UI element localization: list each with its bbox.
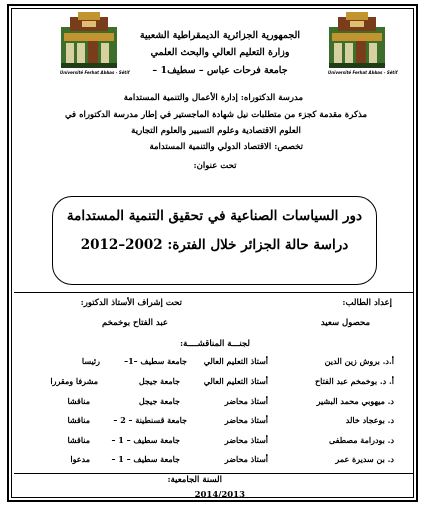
jury-member-institution: جامعة جيجل <box>138 376 180 386</box>
jury-member-institution: جامعة سطيف – 1 – <box>111 435 180 445</box>
university-logo-left <box>60 11 118 69</box>
jury-member-role: رئيسا <box>81 356 100 366</box>
jury-member-name: د. ميهوبي محمد البشير <box>316 396 394 406</box>
divider-top <box>14 292 414 293</box>
supervisor-name: عبد الفتاح بوخمخم <box>102 318 168 328</box>
jury-member-institution: جامعة سطيف – 1 – <box>111 454 180 464</box>
jury-member-name: د. بن سديرة عمر <box>335 454 394 464</box>
doctoral-school: مدرسة الدكتوراه: إدارة الأعمال والتنمية المستدامة <box>123 93 303 103</box>
logo-caption-left: Université Ferhat Abbas - Sétif <box>60 70 130 75</box>
jury-member-rank: أستاذ محاضر <box>224 454 268 464</box>
jury-member-institution: جامعة جيجل <box>138 396 180 406</box>
student-name: محصول سعيد <box>320 318 370 328</box>
jury-member-name: د. بودرامة مصطفى <box>329 435 394 445</box>
jury-member-name: د. بوعجاد خالد <box>345 415 394 425</box>
jury-member-rank: أستاذ التعليم العالي <box>203 356 268 366</box>
country-name: الجمهورية الجزائرية الديمقراطية الشعبية <box>139 30 301 41</box>
university-name: جامعة فرحات عباس – سطيف1 – <box>152 65 288 76</box>
specialty: تخصص: الاقتصاد الدولي والتنمية المستدامة <box>149 142 303 152</box>
academic-year-label: السنة الجامعية: <box>167 475 222 485</box>
divider-bottom <box>14 473 414 474</box>
logo-caption-right: Université Ferhat Abbas - Sétif <box>328 70 398 75</box>
thesis-title-line2: دراسة حالة الجزائر خلال الفترة: 2002–2012 <box>80 237 349 253</box>
jury-member-rank: أستاذ محاضر <box>224 415 268 425</box>
jury-member-rank: أستاذ محاضر <box>224 396 268 406</box>
jury-member-role: مناقشا <box>67 415 90 425</box>
jury-member-rank: أستاذ التعليم العالي <box>203 376 268 386</box>
title-label: تحت عنوان: <box>193 161 237 171</box>
university-logo-right <box>328 11 386 69</box>
student-label: إعداد الطالب: <box>342 298 392 308</box>
jury-member-role: مدعوا <box>70 454 90 464</box>
jury-member-name: أ.د. بروش زين الدين <box>324 356 394 366</box>
supervisor-label: تحت إشراف الأستاذ الدكتور: <box>80 298 182 308</box>
jury-member-institution: جامعة سطيف –1– <box>124 356 187 366</box>
memo-description-line2: العلوم الاقتصادية وعلوم التسيير والعلوم التجارية <box>131 126 301 136</box>
memo-description-line1: مذكرة مقدمة كجزء من متطلبات نيل شهادة الماجستير في إطار مدرسة الدكتوراه في <box>64 110 368 120</box>
jury-member-role: مناقشا <box>67 435 90 445</box>
jury-member-name: أ. د. بوخمخم عبد الفتاح <box>314 376 394 386</box>
jury-member-institution: جامعة قسنطينة – 2 – <box>113 415 187 425</box>
jury-member-role: مناقشا <box>67 396 90 406</box>
jury-member-rank: أستاذ محاضر <box>224 435 268 445</box>
jury-member-role: مشرفا ومقررا <box>50 376 98 386</box>
thesis-title-line1: دور السياسات الصناعية في تحقيق التنمية المستدامة <box>66 208 363 224</box>
academic-year: 2014/2013 <box>194 490 245 500</box>
jury-header: لجنـــة المناقشــــة: <box>180 339 250 349</box>
ministry-name: وزارة التعليم العالي والبحث العلمي <box>150 47 290 58</box>
